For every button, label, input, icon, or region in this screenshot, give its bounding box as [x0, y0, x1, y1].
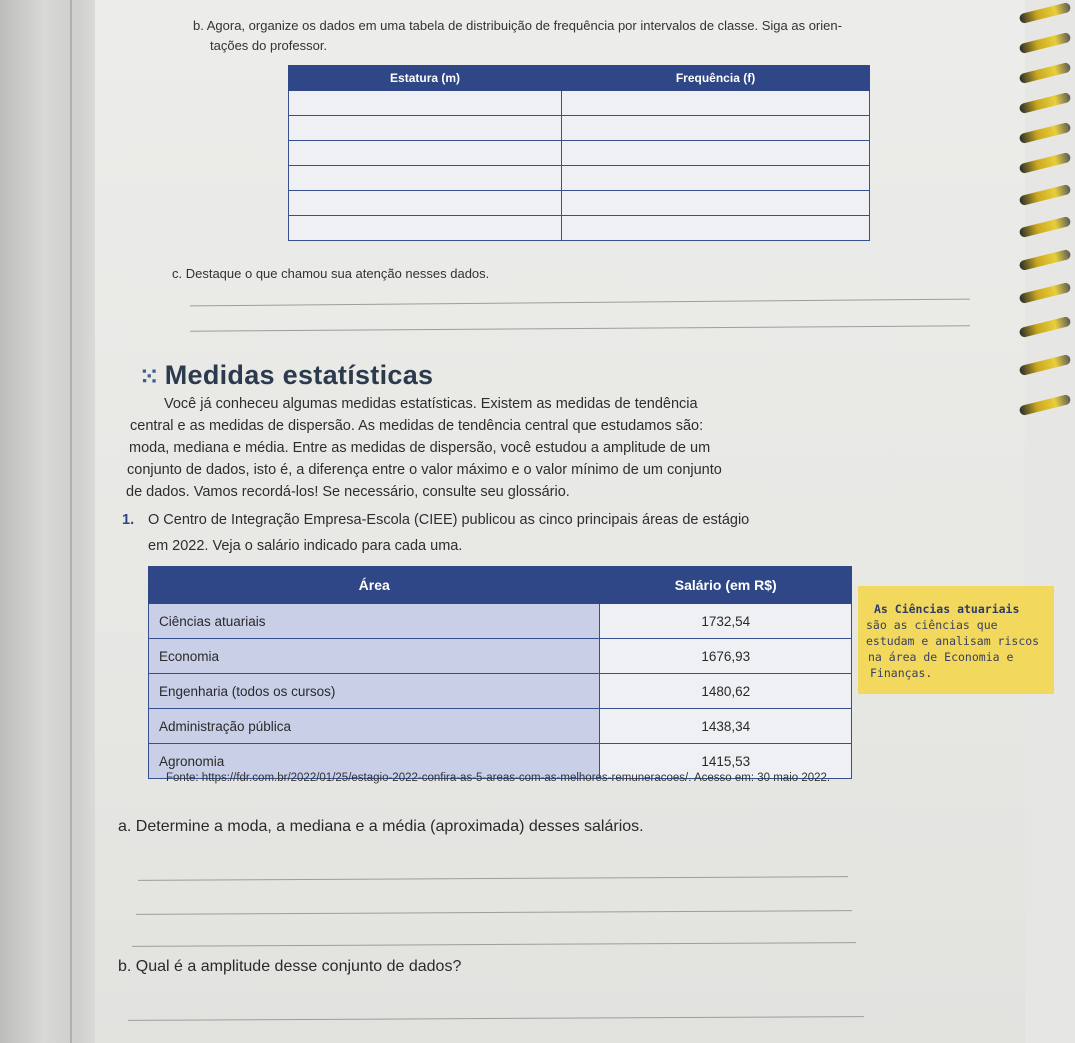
salary-cell: 1676,93	[600, 639, 852, 674]
freq-cell[interactable]	[289, 116, 562, 141]
spiral-coil	[1019, 32, 1072, 54]
paragraph-line: moda, mediana e média. Entre as medidas de dispersão, você estudou a amplitude de um	[129, 440, 711, 456]
callout-line: são as ciências que	[866, 618, 998, 632]
paragraph-line: Você já conheceu algumas medidas estatísticas. Existem as medidas de tendência	[164, 396, 698, 412]
spiral-coil	[1019, 216, 1072, 238]
callout-line: Finanças.	[870, 666, 933, 680]
freq-cell[interactable]	[562, 91, 870, 116]
spiral-coil	[1019, 122, 1072, 144]
spiral-coil	[1019, 92, 1072, 114]
salary-cell: 1415,53	[600, 744, 852, 779]
callout-line: na área de Economia e	[868, 650, 1014, 664]
spiral-coil	[1019, 282, 1072, 304]
exercise-line1: O Centro de Integração Empresa-Escola (CIEE) publicou as cinco principais áreas de estágio	[148, 512, 750, 528]
exercise-line2: em 2022. Veja o salário indicado para cada uma.	[148, 538, 463, 554]
freq-cell[interactable]	[289, 216, 562, 241]
salary-table	[148, 566, 852, 779]
freq-cell[interactable]	[562, 141, 870, 166]
spiral-coil	[1019, 184, 1072, 206]
section-title	[140, 360, 433, 391]
freq-cell[interactable]	[562, 191, 870, 216]
paragraph-line: conjunto de dados, isto é, a diferença entre o valor máximo e o valor mínimo de um conjunto	[127, 462, 722, 478]
question-b: b. Qual é a amplitude desse conjunto de dados?	[118, 958, 462, 975]
freq-row	[289, 191, 870, 216]
section-title-text: Medidas estatísticas	[164, 360, 434, 390]
exercise-number: 1.	[122, 512, 135, 528]
section-dots-icon: ⁙	[140, 364, 159, 389]
area-cell: Engenharia (todos os cursos)	[149, 674, 600, 709]
spiral-coil	[1019, 249, 1072, 271]
item-c-question: c. Destaque o que chamou sua atenção nesses dados.	[172, 266, 490, 281]
spiral-binding	[1025, 0, 1075, 1043]
freq-cell[interactable]	[289, 191, 562, 216]
paragraph-line: central e as medidas de dispersão. As medidas de tendência central que estudamos são:	[130, 418, 704, 434]
binder-edge	[0, 0, 110, 1043]
area-cell: Agronomia	[149, 744, 600, 779]
spiral-coil	[1019, 152, 1072, 174]
spiral-coil	[1019, 354, 1072, 376]
item-b-line2: tações do professor.	[210, 38, 328, 53]
area-cell: Administração pública	[149, 709, 600, 744]
spiral-coil	[1019, 2, 1072, 24]
spiral-coil	[1019, 62, 1072, 84]
spiral-coil	[1019, 316, 1072, 338]
freq-row	[289, 216, 870, 241]
freq-cell[interactable]	[562, 166, 870, 191]
frequency-table	[288, 65, 870, 241]
salary-cell: 1438,34	[600, 709, 852, 744]
paragraph-line: de dados. Vamos recordá-los! Se necessário, consulte seu glossário.	[126, 484, 570, 500]
freq-row	[289, 166, 870, 191]
table-row	[149, 639, 852, 674]
freq-header-estatura: Estatura (m)	[289, 66, 562, 91]
item-b-line1: b. Agora, organize os dados em uma tabela de distribuição de frequência por intervalos de classe. Siga as orien-	[193, 18, 842, 33]
source-citation: Fonte: https://fdr.com.br/2022/01/25/estagio-2022-confira-as-5-areas-com-as-melhores-remuneracoes/. Acesso em: 30 maio 2022.	[166, 772, 831, 784]
table-row	[149, 604, 852, 639]
freq-row	[289, 91, 870, 116]
callout-line: estudam e analisam riscos	[866, 634, 1040, 648]
freq-row	[289, 141, 870, 166]
table-row	[149, 674, 852, 709]
freq-cell[interactable]	[289, 91, 562, 116]
salary-header-salario: Salário (em R$)	[600, 567, 852, 604]
freq-row	[289, 116, 870, 141]
freq-header-frequencia: Frequência (f)	[562, 66, 870, 91]
freq-cell[interactable]	[562, 216, 870, 241]
salary-cell: 1480,62	[600, 674, 852, 709]
spiral-coil	[1019, 394, 1072, 416]
area-cell: Ciências atuariais	[149, 604, 600, 639]
table-row	[149, 709, 852, 744]
callout-line: As Ciências atuariais	[874, 602, 1020, 616]
freq-cell[interactable]	[289, 141, 562, 166]
salary-cell: 1732,54	[600, 604, 852, 639]
freq-cell[interactable]	[289, 166, 562, 191]
question-a: a. Determine a moda, a mediana e a média (aproximada) desses salários.	[118, 818, 644, 835]
salary-header-area: Área	[149, 567, 600, 604]
area-cell: Economia	[149, 639, 600, 674]
freq-cell[interactable]	[562, 116, 870, 141]
